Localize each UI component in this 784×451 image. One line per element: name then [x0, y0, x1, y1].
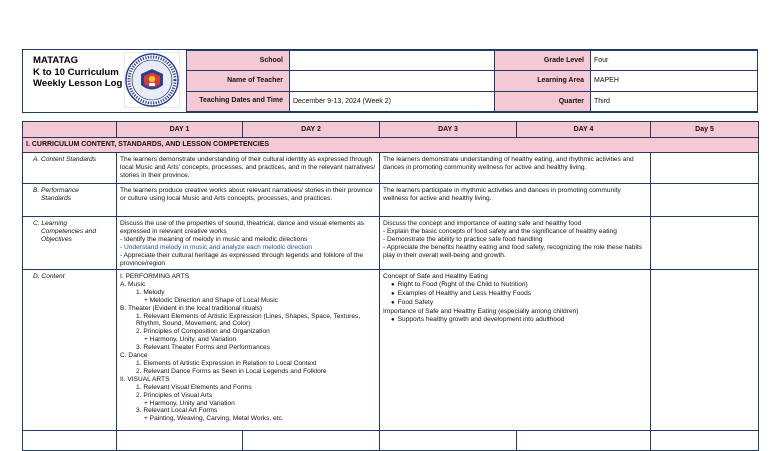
- content-music-line: II. VISUAL ARTS: [120, 375, 170, 383]
- competencies-music-3: - Appreciate their cultural heritage as expressed through legends and folklore of the province/region: [120, 251, 364, 267]
- lesson-log-table: [22, 121, 759, 451]
- content-music-line: + Harmony, Unity, and Variation: [144, 336, 237, 344]
- day-1-header: DAY 1: [117, 122, 243, 138]
- content-music-line: 1. Relevant Visual Elements and Forms: [136, 383, 252, 391]
- performance-label-line-2: Standards: [41, 194, 72, 202]
- content-health: [380, 270, 651, 431]
- competencies-row: [23, 217, 759, 270]
- content-health-bullet: ● Supports healthy growth and development into adulthood: [383, 316, 647, 325]
- competencies-health-2: - Demonstrate the ability to practice safe food handling: [383, 235, 543, 243]
- teacher-value: [290, 71, 495, 91]
- learning-area-value: MAPEH: [591, 71, 758, 91]
- performance-standards-health: The learners participate in rhythmic activities and dances in promoting community wellness for active and healthy living.: [380, 184, 651, 217]
- content-music-line: 2. Principles of Visual Arts: [136, 391, 213, 399]
- content-music-line: 1. Relevant Elements of Artistic Expression (Lines, Shapes, Space, Textures, Rhythm, Sound, Movement, and Color): [136, 312, 361, 328]
- grade-level-label: Grade Level: [495, 51, 591, 71]
- competencies-music-intro: Discuss the use of the properties of sound, theatrical, dance and visual elements as expressed in relevant creative works: [120, 220, 365, 235]
- competencies-music-2: - Understand melody in music and analyze each melodic direction: [120, 243, 313, 251]
- competencies-label-line-3: Objectives: [41, 235, 72, 243]
- deped-seal-icon: [124, 52, 180, 108]
- content-music-line: 1. Elements of Artistic Expression in Relation to Local Context: [136, 359, 317, 367]
- document-title: [33, 55, 127, 90]
- quarter-value: Third: [591, 91, 758, 111]
- content-music-line: 1. Melody: [136, 288, 165, 296]
- content-health-line: Importance of Safe and Healthy Eating (especially among children): [383, 307, 579, 315]
- school-label: School: [187, 51, 290, 71]
- content-health-bullet: ● Examples of Healthy and Less Healthy Foods: [383, 290, 647, 299]
- day-2-header: DAY 2: [243, 122, 380, 138]
- content-music-line: 2. Principles of Composition and Organization: [136, 328, 270, 336]
- day-3-header: DAY 3: [380, 122, 517, 138]
- content-music-line: 3. Relevant Theater Forms and Performances: [136, 344, 271, 352]
- content-music-line: B. Theater (Evident in the local traditional rituals): [120, 304, 263, 312]
- competencies-health: [380, 217, 651, 270]
- content-music-line: + Harmony, Unity and Variation: [144, 399, 235, 407]
- content-music-line: A. Music: [120, 280, 146, 288]
- competencies-health-intro: Discuss the concept and importance of eating safe and healthy food: [383, 220, 582, 227]
- content-music-line: 2. Relevant Dance Forms as Seen in Local Legends and Folklore: [136, 367, 327, 375]
- content-music-line: I. PERFORMING ARTS: [120, 273, 190, 280]
- competencies-music-1: - Identify the meaning of melody in music and melodic directions: [120, 235, 308, 243]
- content-health-line: Concept of Safe and Healthy Eating: [383, 273, 488, 280]
- day-4-header: DAY 4: [517, 122, 651, 138]
- content-music-line: C. Dance: [120, 352, 148, 360]
- performance-standards-day5: [651, 184, 759, 217]
- competencies-label-line-1: C. Learning: [33, 220, 68, 227]
- competencies-health-1: - Explain the basic concepts of food safety and the significance of healthy eating: [383, 227, 617, 235]
- day-header-blank: [23, 122, 117, 138]
- performance-standards-row: [23, 184, 759, 217]
- teacher-label: Name of Teacher: [187, 71, 290, 91]
- competencies-day5: [651, 217, 759, 270]
- teaching-dates-value: December 9-13, 2024 (Week 2): [290, 91, 495, 111]
- section-header-row: [23, 138, 759, 153]
- content-standards-label: A. Content Standards: [23, 153, 117, 184]
- content-health-bullet: ● Food Safety: [383, 299, 647, 308]
- content-music-line: + Melodic Direction and Shape of Local Music: [144, 296, 278, 304]
- competencies-music: [117, 217, 380, 270]
- content-day5: [651, 270, 759, 431]
- competencies-label: [23, 217, 117, 270]
- content-music-line: 3. Relevant Local Art Forms: [136, 407, 218, 415]
- day-header-row: [23, 122, 759, 138]
- teaching-dates-label: Teaching Dates and Time: [187, 91, 290, 111]
- competencies-health-3: - Appreciate the benefits healthy eating and food safety, recognizing the role these habits play in their overall well-being and growth.: [383, 243, 643, 259]
- learning-area-label: Learning Area: [495, 71, 591, 91]
- title-line-2: K to 10 Curriculum: [33, 66, 119, 78]
- content-row: [23, 270, 759, 431]
- content-standards-health: The learners demonstrate understanding of healthy eating, and rhythmic activities and dances in promoting community wellness for active and healthy living.: [380, 153, 651, 184]
- day-5-header: Day 5: [651, 122, 759, 138]
- school-value: [290, 51, 495, 71]
- header-info-table: [186, 50, 758, 112]
- competencies-label-line-2: Competencies and: [41, 227, 96, 235]
- quarter-label: Quarter: [495, 91, 591, 111]
- content-music-line: + Painting, Weaving, Carving, Metal Works, etc.: [144, 415, 284, 423]
- title-line-1: MATATAG: [33, 55, 79, 66]
- content-music: [117, 270, 380, 431]
- performance-standards-music: The learners produce creative works about relevant narratives/ stories in their province or culture using local Music and Arts concepts, processes, and practices.: [117, 184, 380, 217]
- content-label: D. Content: [23, 270, 117, 431]
- content-standards-row: [23, 153, 759, 184]
- section-title: I. CURRICULUM CONTENT, STANDARDS, AND LESSON COMPETENCIES: [23, 138, 759, 153]
- content-standards-music: The learners demonstrate understanding of their cultural identity as expressed through local Music and Arts’ concepts, processes, and practices, and in the relevant narratives/ stories in their province.: [117, 153, 380, 184]
- title-line-3: Weekly Lesson Log: [33, 78, 123, 89]
- content-standards-day5: [651, 153, 759, 184]
- content-health-bullet: ● Right to Food (Right of the Child to Nutrition): [383, 281, 647, 290]
- performance-standards-label: [23, 184, 117, 217]
- performance-label-line-1: B. Performance: [33, 187, 79, 194]
- grade-level-value: Four: [591, 51, 758, 71]
